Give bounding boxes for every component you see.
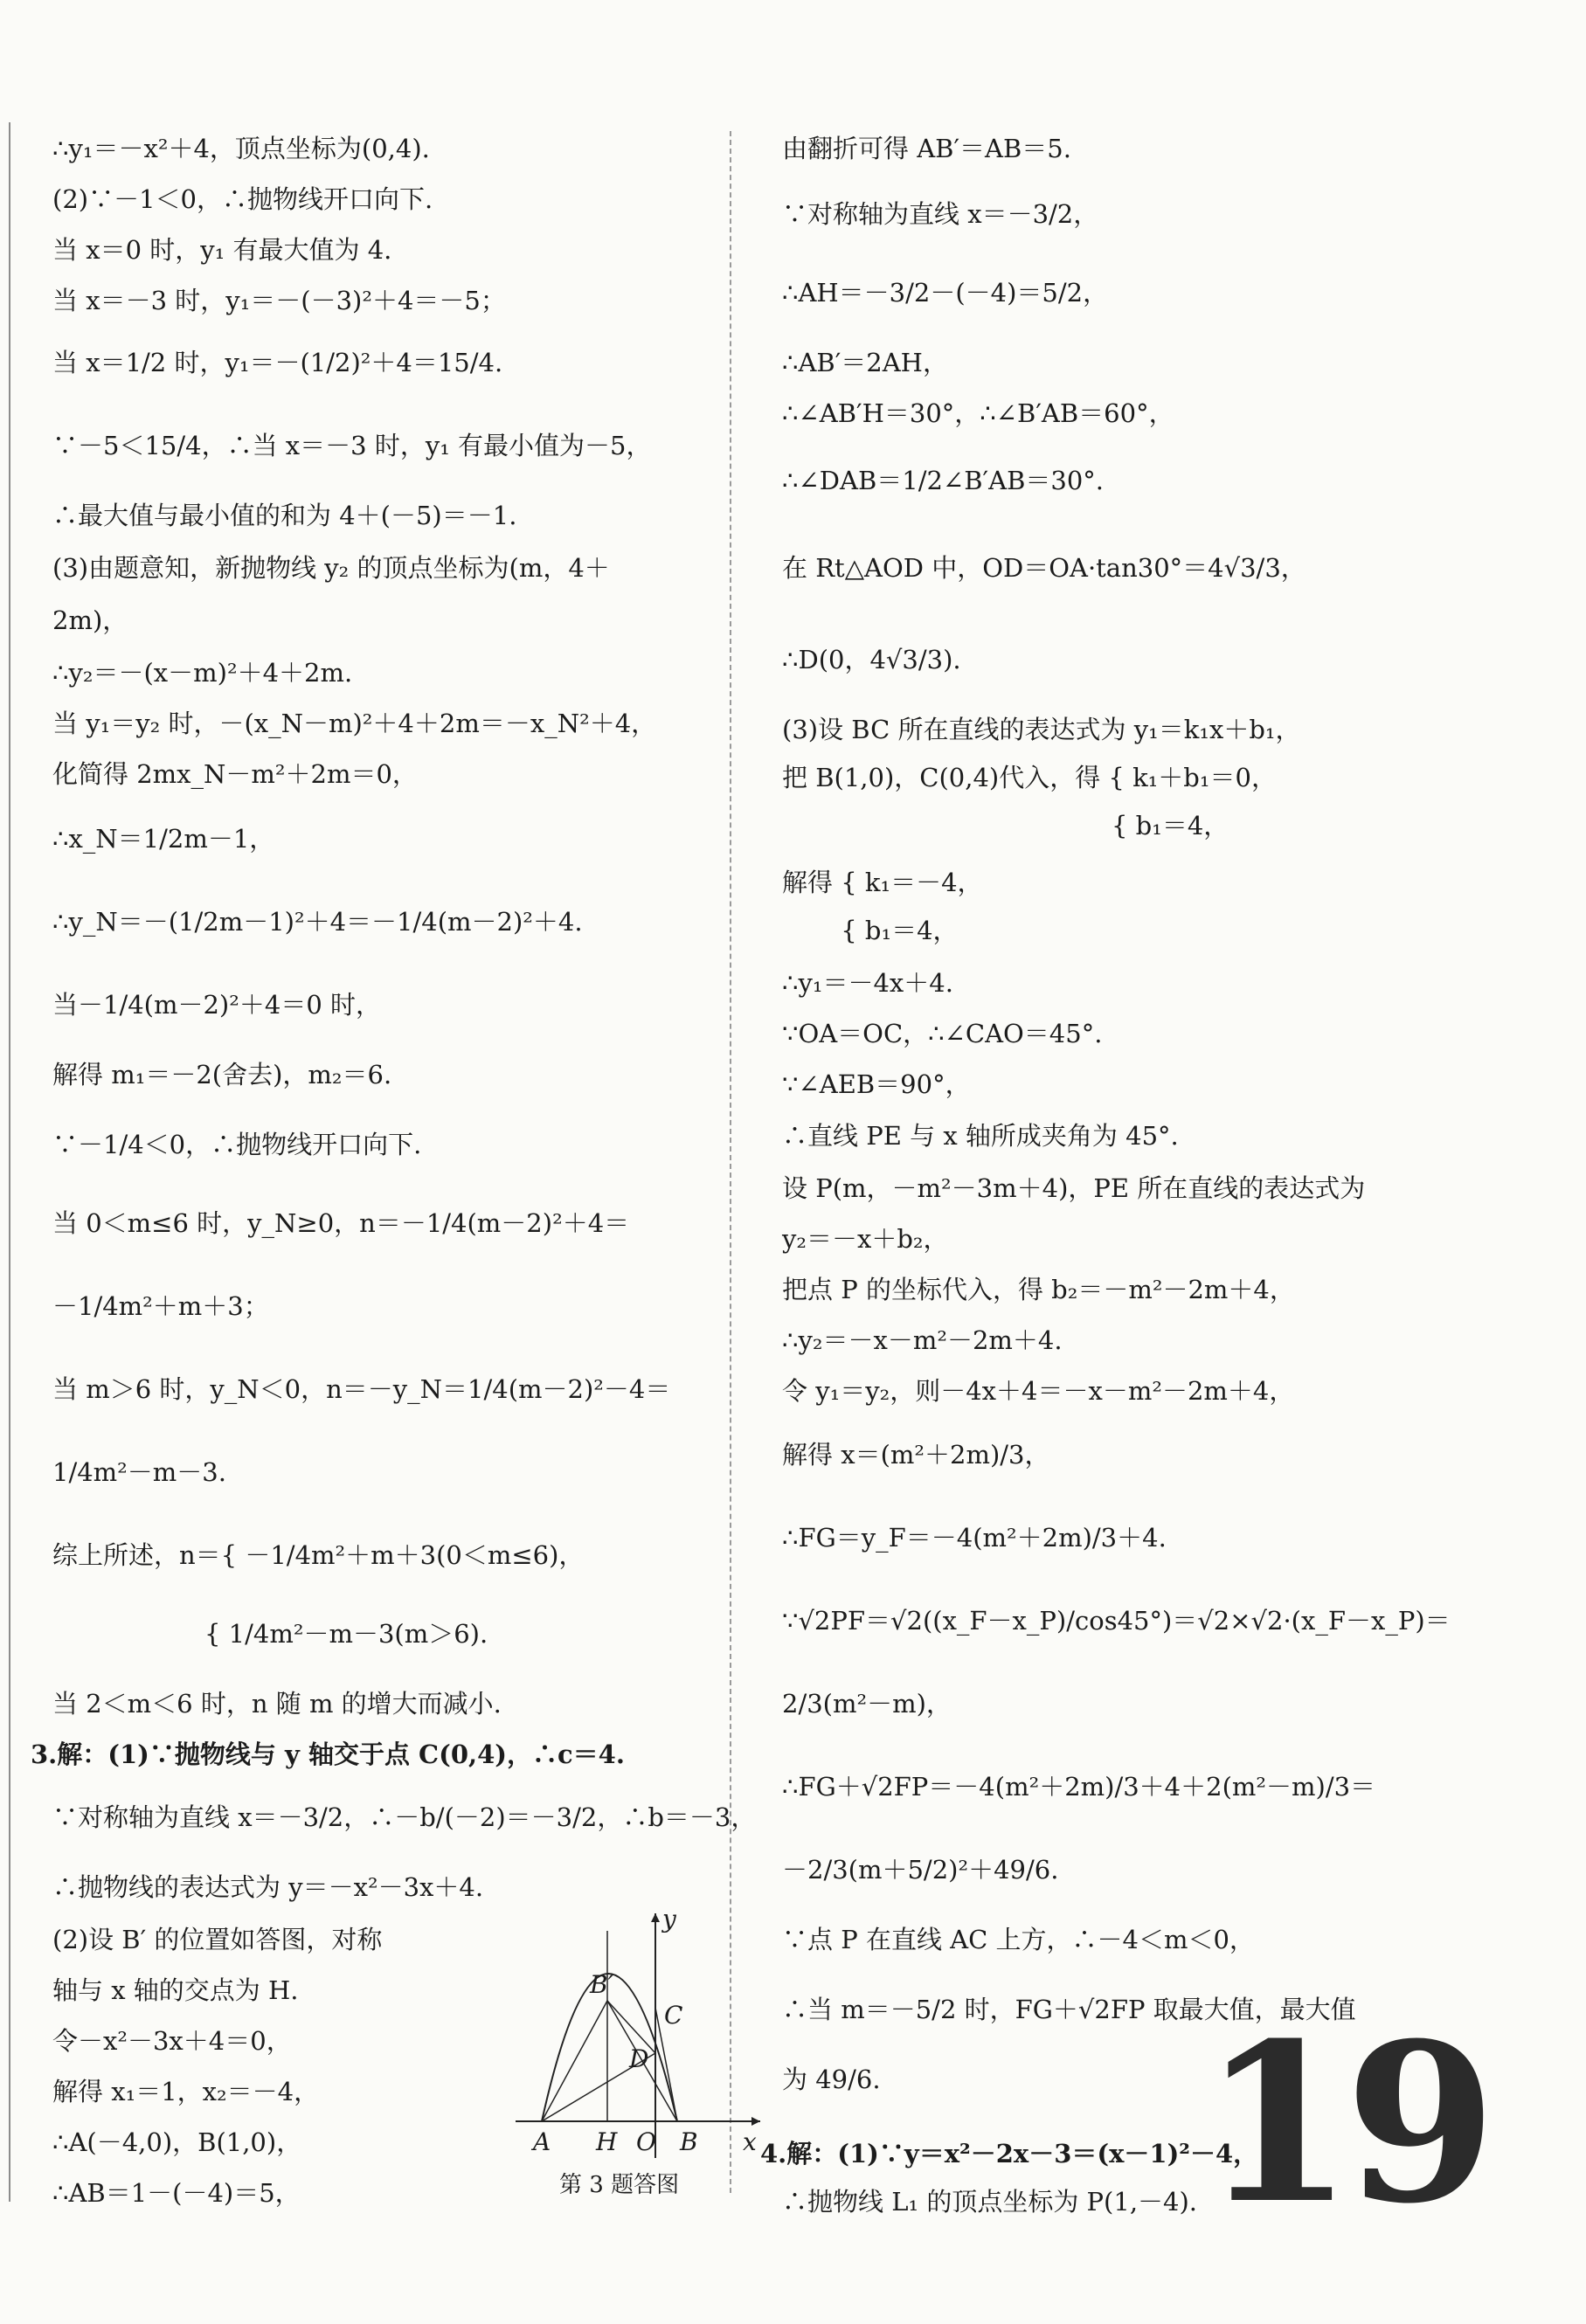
text-line: 轴与 x 轴的交点为 H. xyxy=(52,1975,299,2005)
text-line: ∴A(－4,0)，B(1,0)， xyxy=(52,2127,302,2157)
text-line: { 1/4m²－m－3(m＞6). xyxy=(52,1619,488,1649)
text-line: 令 y₁＝y₂，则－4x＋4＝－x－m²－2m＋4， xyxy=(782,1376,1295,1406)
text-line: 在 Rt△AOD 中，OD＝OA·tan30°＝4√3/3， xyxy=(782,553,1306,583)
text-line: ∴FG＋√2FP＝－4(m²＋2m)/3＋4＋2(m²－m)/3＝ xyxy=(782,1772,1376,1802)
text-line: ∴AB＝1－(－4)＝5， xyxy=(52,2178,301,2208)
text-line: 综上所述，n＝{ －1/4m²＋m＋3(0＜m≤6)， xyxy=(52,1540,585,1570)
text-line: 当 y₁＝y₂ 时，－(x_N－m)²＋4＋2m＝－x_N²＋4， xyxy=(52,709,657,738)
text-line: ∵OA＝OC，∴∠CAO＝45°. xyxy=(782,1019,1103,1048)
problem-4-heading: 4.解：(1)∵y＝x²－2x－3＝(x－1)²－4， xyxy=(760,2139,1259,2168)
text-line: 把 B(1,0)，C(0,4)代入，得 { k₁＋b₁＝0， xyxy=(782,763,1277,792)
text-line: ∴抛物线的表达式为 y＝－x²－3x＋4. xyxy=(52,1872,484,1902)
figure-caption: 第 3 题答图 xyxy=(559,2172,680,2198)
text-line: ∵对称轴为直线 x＝－3/2，∴－b/(－2)＝－3/2，∴b＝－3， xyxy=(52,1802,757,1832)
text-line: ∵对称轴为直线 x＝－3/2， xyxy=(782,199,1099,229)
text-line: 1/4m²－m－3. xyxy=(52,1457,226,1487)
text-line: ∴x_N＝1/2m－1， xyxy=(52,824,275,854)
text-line: 解得 x＝(m²＋2m)/3， xyxy=(782,1440,1050,1470)
text-line: ∵点 P 在直线 AC 上方，∴－4＜m＜0， xyxy=(782,1925,1255,1954)
label-a: A xyxy=(533,2127,551,2156)
text-line: ∴AB′＝2AH， xyxy=(782,348,948,377)
text-line: ∴AH＝－3/2－(－4)＝5/2， xyxy=(782,278,1109,308)
text-line: 当 0＜m≤6 时，y_N≥0，n＝－1/4(m－2)²＋4＝ xyxy=(52,1208,630,1238)
text-line: y₂＝－x＋b₂， xyxy=(782,1224,949,1254)
problem-3-heading: 3.解：(1)∵抛物线与 y 轴交于点 C(0,4)，∴c＝4. xyxy=(31,1740,625,1769)
text-line: 当 x＝－3 时，y₁＝－(－3)²＋4＝－5； xyxy=(52,286,506,315)
label-c: C xyxy=(664,2001,683,2030)
left-margin-rule xyxy=(9,122,10,2202)
text-line: 2/3(m²－m)， xyxy=(782,1689,952,1719)
text-line: ∵－1/4＜0，∴抛物线开口向下. xyxy=(52,1130,422,1159)
label-bprime: B′ xyxy=(590,1970,613,1999)
text-line: ∴y₁＝－4x＋4. xyxy=(782,968,953,998)
text-line: ∴∠DAB＝1/2∠B′AB＝30°. xyxy=(782,466,1104,495)
text-line: ∴y₁＝－x²＋4，顶点坐标为(0,4). xyxy=(52,134,430,163)
text-line: －1/4m²＋m＋3； xyxy=(52,1291,269,1321)
text-line: 当 2＜m＜6 时，n 随 m 的增大而减小. xyxy=(52,1689,502,1719)
text-line: ∵∠AEB＝90°， xyxy=(782,1069,971,1099)
label-x-axis: x xyxy=(743,2127,757,2156)
text-line: 设 P(m，－m²－3m＋4)，PE 所在直线的表达式为 xyxy=(782,1173,1366,1203)
label-o: O xyxy=(636,2127,656,2156)
text-line: 解得 { k₁＝－4， xyxy=(782,868,983,897)
text-line: 解得 x₁＝1，x₂＝－4， xyxy=(52,2077,320,2106)
text-line: ∴y₂＝－(x－m)²＋4＋2m. xyxy=(52,658,353,688)
text-line: 为 49/6. xyxy=(782,2065,881,2094)
text-line: 当 x＝1/2 时，y₁＝－(1/2)²＋4＝15/4. xyxy=(52,348,503,377)
text-line: 把点 P 的坐标代入，得 b₂＝－m²－2m＋4， xyxy=(782,1275,1295,1304)
text-line: 当－1/4(m－2)²＋4＝0 时， xyxy=(52,990,381,1020)
label-y-axis: y xyxy=(662,1905,676,1933)
text-line: ∴当 m＝－5/2 时，FG＋√2FP 取最大值，最大值 xyxy=(782,1995,1356,2024)
problem-3-figure xyxy=(507,1905,769,2198)
text-line: (3)设 BC 所在直线的表达式为 y₁＝k₁x＋b₁， xyxy=(782,715,1301,744)
text-line: ∴∠AB′H＝30°，∴∠B′AB＝60°， xyxy=(782,398,1174,428)
text-line: ∴D(0，4√3/3). xyxy=(782,645,961,674)
text-line: ∴最大值与最小值的和为 4＋(－5)＝－1. xyxy=(52,501,517,530)
text-line: 令－x²－3x＋4＝0， xyxy=(52,2026,292,2056)
label-d: D xyxy=(629,2044,649,2073)
text-line: 解得 m₁＝－2(舍去)，m₂＝6. xyxy=(52,1060,392,1089)
text-line: 当 m＞6 时，y_N＜0，n＝－y_N＝1/4(m－2)²－4＝ xyxy=(52,1374,671,1404)
column-divider xyxy=(730,131,731,2193)
text-line: ∴抛物线 L₁ 的顶点坐标为 P(1,－4). xyxy=(782,2187,1198,2217)
text-line: 由翻折可得 AB′＝AB＝5. xyxy=(782,134,1071,163)
text-line: { b₁＝4， xyxy=(782,916,959,945)
text-line: { b₁＝4， xyxy=(782,811,1229,840)
text-line: (2)∵－1＜0，∴抛物线开口向下. xyxy=(52,184,433,214)
text-line: ∴y₂＝－x－m²－2m＋4. xyxy=(782,1325,1063,1355)
page-number: 19 xyxy=(1202,1995,1488,2251)
text-line: ∴y_N＝－(1/2m－1)²＋4＝－1/4(m－2)²＋4. xyxy=(52,907,583,937)
text-line: ∵－5＜15/4，∴当 x＝－3 时，y₁ 有最小值为－5， xyxy=(52,431,652,460)
label-h: H xyxy=(596,2127,618,2156)
text-line: 2m)， xyxy=(52,605,128,635)
text-line: ∴FG＝y_F＝－4(m²＋2m)/3＋4. xyxy=(782,1523,1167,1553)
text-line: (3)由题意知，新抛物线 y₂ 的顶点坐标为(m，4＋ xyxy=(52,553,610,583)
text-line: 当 x＝0 时，y₁ 有最大值为 4. xyxy=(52,235,392,265)
text-line: (2)设 B′ 的位置如答图，对称 xyxy=(52,1925,383,1954)
text-line: ∵√2PF＝√2((x_F－x_P)/cos45°)＝√2×√2·(x_F－x_P)＝ xyxy=(782,1606,1451,1636)
text-line: 化简得 2mx_N－m²＋2m＝0， xyxy=(52,759,418,789)
label-b: B xyxy=(680,2127,698,2156)
text-line: －2/3(m＋5/2)²＋49/6. xyxy=(782,1855,1059,1885)
text-line: ∴直线 PE 与 x 轴所成夹角为 45°. xyxy=(782,1121,1179,1151)
